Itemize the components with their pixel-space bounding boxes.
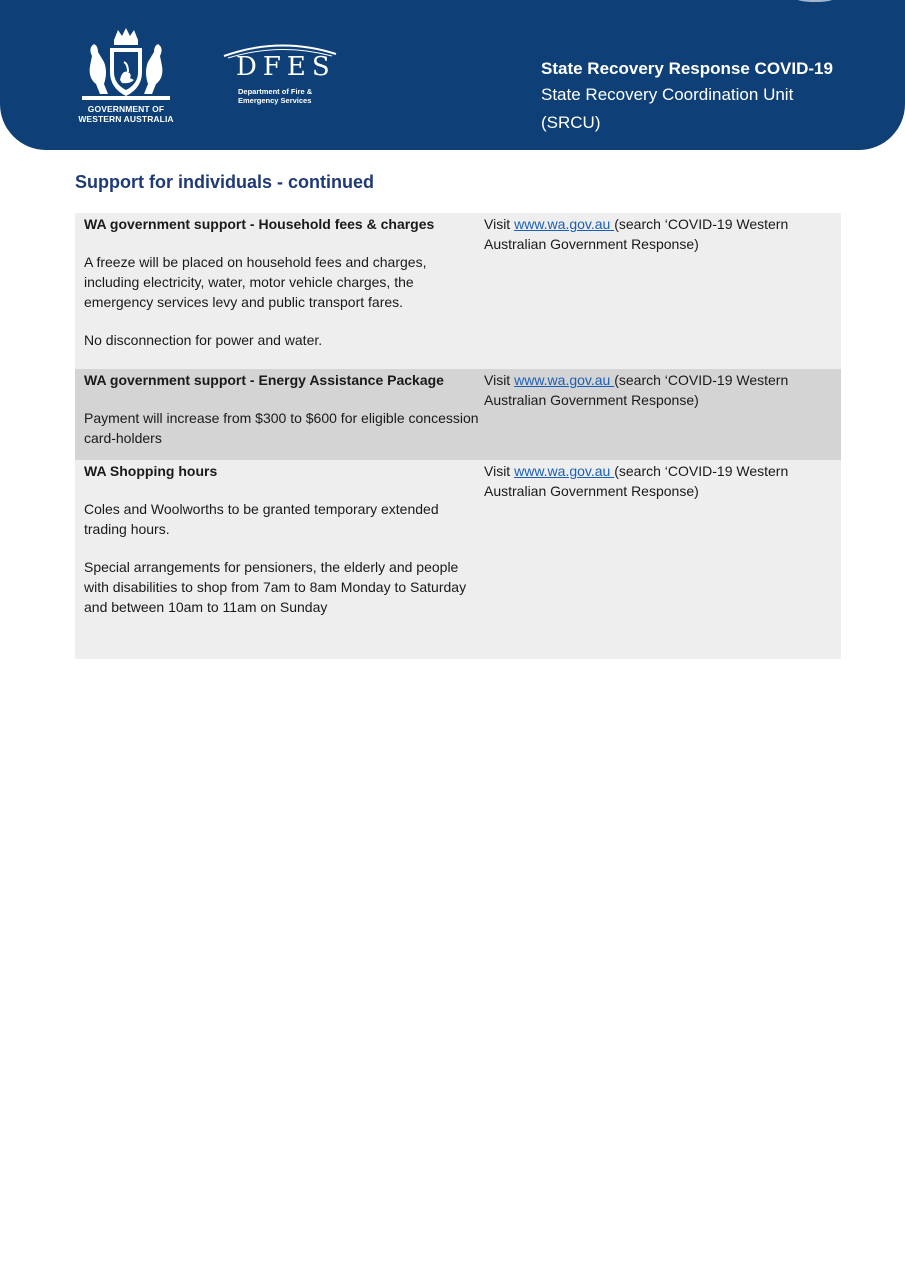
unit-name-line-1: State Recovery Coordination Unit	[541, 85, 794, 104]
dfes-logo	[222, 40, 342, 120]
row-paragraph: No disconnection for power and water.	[84, 332, 323, 348]
row-paragraph: Payment will increase from $300 to $600 for eligible concession card-holders	[84, 410, 479, 446]
wa-gov-link[interactable]: www.wa.gov.au	[514, 463, 615, 479]
row-paragraph: Coles and Woolworths to be granted temporary extended trading hours.	[84, 501, 439, 537]
header-text	[541, 57, 891, 137]
row-description	[75, 369, 484, 460]
wa-gov-link[interactable]: www.wa.gov.au	[514, 216, 615, 232]
row-info	[484, 460, 841, 659]
visit-suffix: (search ‘COVID-19 Western Australian Government Response)	[484, 216, 789, 252]
visit-suffix: (search ‘COVID-19 Western Australian Government Response)	[484, 463, 789, 499]
row-title: WA government support - Household fees & charges	[84, 216, 435, 232]
row-info	[484, 213, 841, 369]
gov-logo-line-2: WESTERN AUSTRALIA	[78, 114, 174, 124]
dfes-wordmark: DFES	[236, 52, 336, 82]
table-row	[75, 369, 841, 460]
table-row	[75, 213, 841, 369]
gov-logo-line-1: GOVERNMENT OF	[87, 104, 165, 114]
visit-prefix: Visit	[484, 372, 515, 388]
row-paragraph: A freeze will be placed on household fees and charges, including electricity, water, motor vehicle charges, the emergency services levy and public transport fares.	[84, 254, 427, 310]
government-of-wa-logo	[74, 26, 178, 126]
visit-prefix: Visit	[484, 216, 515, 232]
decorative-glint	[795, 0, 835, 2]
support-table	[75, 213, 841, 659]
table-row	[75, 460, 841, 659]
row-title: WA government support - Energy Assistance Package	[84, 372, 444, 388]
row-title: WA Shopping hours	[84, 463, 218, 479]
dfes-subtitle-line-1: Department of Fire &	[238, 87, 313, 96]
coat-of-arms-icon	[74, 26, 178, 106]
row-info	[484, 369, 841, 460]
unit-name-line-2: (SRCU)	[541, 113, 601, 132]
section-heading: Support for individuals - continued	[75, 172, 374, 192]
row-description	[75, 213, 484, 369]
document-title: State Recovery Response COVID-19	[541, 59, 833, 78]
visit-prefix: Visit	[484, 463, 515, 479]
header-banner	[0, 0, 905, 150]
dfes-subtitle-line-2: Emergency Services	[238, 96, 312, 105]
visit-suffix: (search ‘COVID-19 Western Australian Government Response)	[484, 372, 789, 408]
row-paragraph: Special arrangements for pensioners, the elderly and people with disabilities to shop from 7am to 8am Monday to Saturday and between 10am to 11am on Sunday	[84, 559, 467, 615]
wa-gov-link[interactable]: www.wa.gov.au	[514, 372, 615, 388]
row-description	[75, 460, 484, 659]
